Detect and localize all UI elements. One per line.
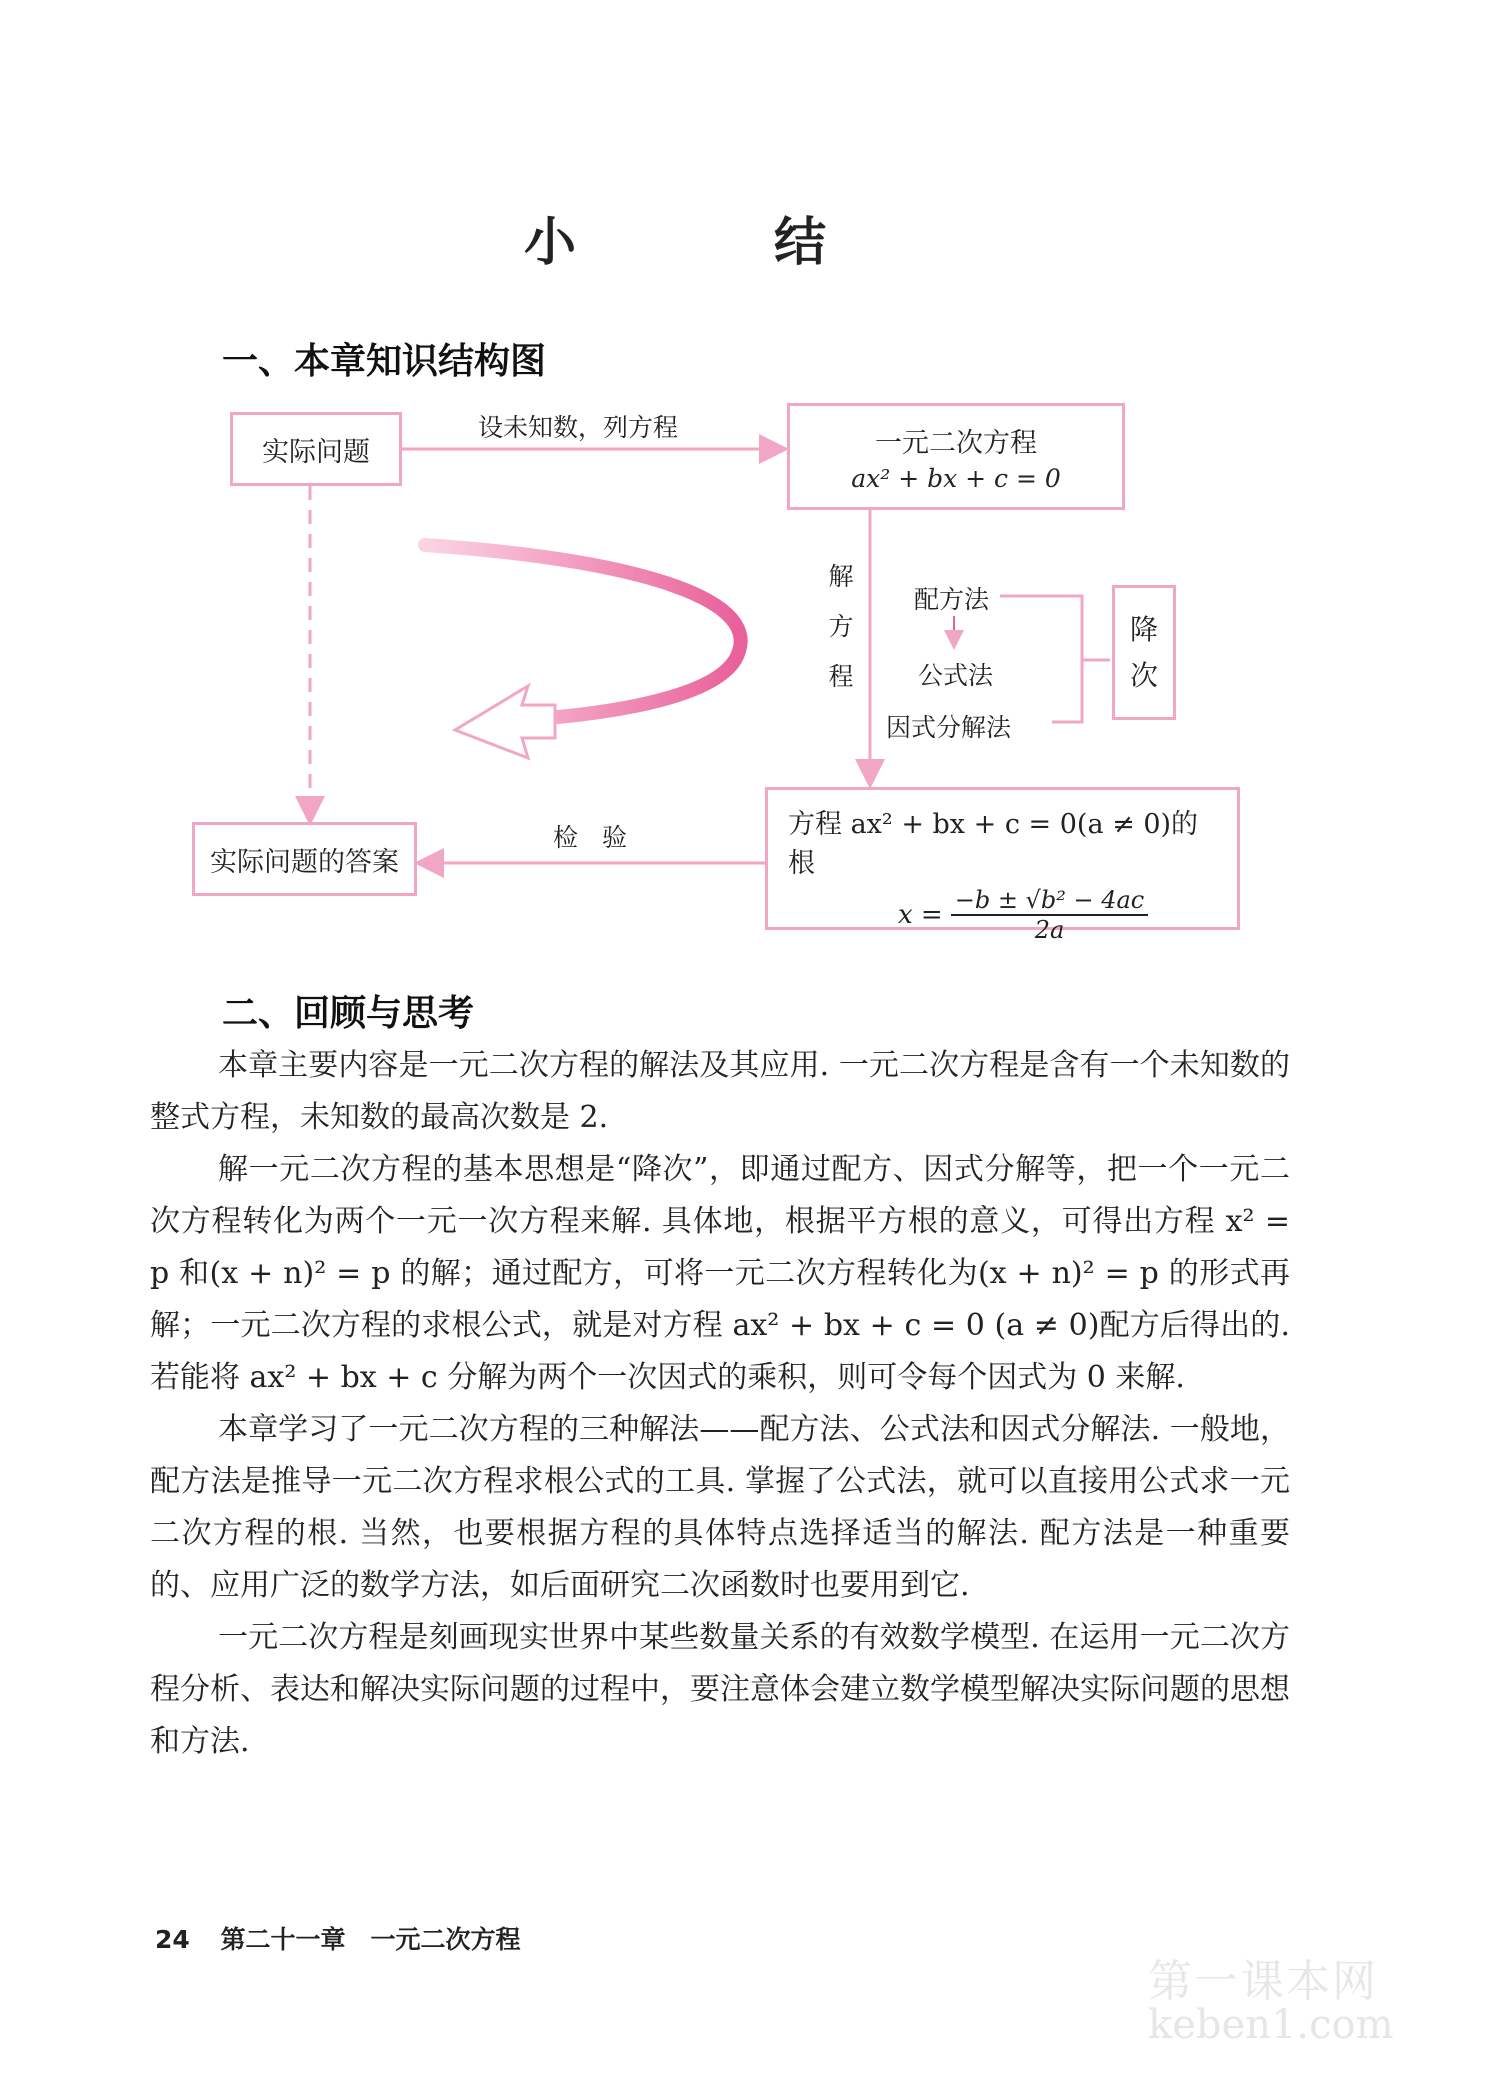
- paragraph-3: 本章学习了一元二次方程的三种解法——配方法、公式法和因式分解法. 一般地，配方法是推导一元二次方程求根公式的工具. 掌握了公式法，就可以直接用公式求一元二次方程的根. 当然，也要根据方程的具体特点选择适当的解法. 配方法是一种重要的、应用广泛的数学方法，如后面研究二次函数时也要用到它.: [150, 1412, 1290, 1603]
- root-formula-lhs: x =: [898, 900, 943, 930]
- edge-label-set-unknown: 设未知数，列方程: [478, 413, 679, 442]
- section-heading-review: 二、回顾与思考: [222, 993, 475, 1034]
- root-formula-numerator: −b ± √b² − 4ac: [951, 886, 1149, 916]
- review-text: [150, 1040, 1290, 1768]
- box-quadratic-equation-formula: ax² + bx + c = 0: [851, 463, 1061, 493]
- paragraph-2: 解一元二次方程的基本思想是“降次”，即通过配方、因式分解等，把一个一元二次方程转化为两个一元一次方程来解. 具体地，根据平方根的意义，可得出方程 x² = p 和(x + n)² = p 的解；通过配方，可将一元二次方程转化为(x + n)² = p 的形式再解；一元二次方程的求根公式，就是对方程 ax² + bx + c = 0 (a ≠ 0)配方后得出的. 若能将 ax² + bx + c 分解为两个一次因式的乘积，则可令每个因式为 0 来解.: [150, 1152, 1290, 1395]
- reduce-char-2: 次: [1129, 658, 1158, 692]
- paragraph-1: 本章主要内容是一元二次方程的解法及其应用. 一元二次方程是含有一个未知数的整式方程，未知数的最高次数是 2.: [150, 1048, 1290, 1135]
- method-factoring: 因式分解法: [886, 713, 1012, 742]
- box-equation-roots: [765, 787, 1240, 944]
- curved-arrow-icon: [425, 545, 741, 720]
- root-formula-denominator: 2a: [1034, 916, 1065, 944]
- box-equation-roots-title: 方程 ax² + bx + c = 0(a ≠ 0)的根: [788, 809, 1199, 879]
- reduce-char-1: 降: [1129, 612, 1158, 646]
- root-formula: [898, 886, 1148, 944]
- bracket-methods: [1000, 596, 1082, 722]
- box-quadratic-equation-title: 一元二次方程: [875, 427, 1037, 459]
- label-solve-equation: [826, 552, 856, 702]
- watermark-url: keben1.com: [1148, 2002, 1394, 2048]
- box-quadratic-equation: [787, 403, 1125, 510]
- box-practical-problem-label: 实际问题: [262, 436, 370, 468]
- box-practical-problem: [230, 412, 402, 486]
- paragraph-4: 一元二次方程是刻画现实世界中某些数量关系的有效数学模型. 在运用一元二次方程分析、表达和解决实际问题的过程中，要注意体会建立数学模型解决实际问题的思想和方法.: [150, 1620, 1290, 1759]
- page-title: 小 结: [523, 212, 917, 273]
- section-heading-structure: 一、本章知识结构图: [222, 341, 547, 382]
- method-formula: 公式法: [918, 661, 994, 690]
- watermark-title: 第一课本网: [1148, 1956, 1378, 2007]
- page-footer: [155, 1920, 521, 1956]
- hollow-arrowhead-icon: [455, 686, 555, 758]
- page-number: 24: [155, 1925, 190, 1954]
- box-practical-answer-label: 实际问题的答案: [210, 846, 399, 878]
- box-reduce-degree: [1112, 585, 1176, 720]
- method-completing-square: 配方法: [914, 585, 990, 614]
- knowledge-structure-diagram: [0, 0, 1500, 960]
- chapter-name: 第二十一章 一元二次方程: [220, 1925, 521, 1954]
- box-practical-answer: [192, 822, 417, 896]
- edge-label-verify: 检 验: [553, 823, 635, 852]
- diagram-connectors: [0, 0, 1500, 960]
- root-formula-fraction: [951, 886, 1149, 944]
- solve-char-2: 方: [828, 612, 854, 641]
- solve-char-1: 解: [828, 562, 854, 591]
- solve-char-3: 程: [828, 662, 854, 691]
